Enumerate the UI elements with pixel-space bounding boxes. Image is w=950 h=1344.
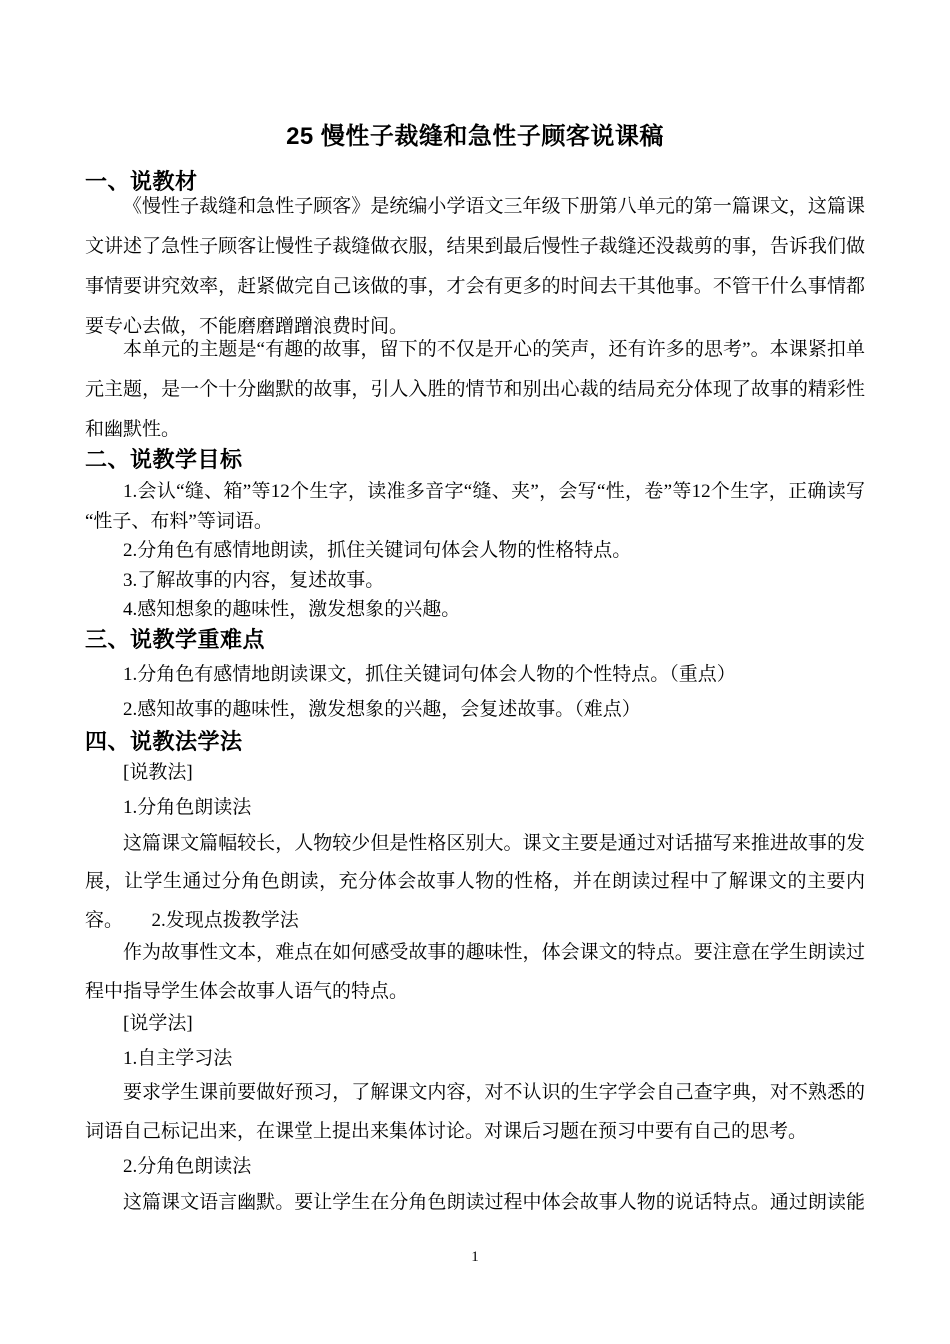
goal-item: 1.会认“缝、箱”等12个生字，读准多音字“缝、夹”，会写“性，卷”等12个生字，正确读写“性子、布料”等词语。 (85, 481, 865, 532)
section-4-heading: 四、说教法学法 (85, 728, 243, 754)
section-1-heading: 一、说教材 (85, 169, 198, 194)
method-paragraph: 作为故事性文本，难点在如何感受故事的趣味性，体会课文的特点。要注意在学生朗读过程中指导学生体会故事人语气的特点。 (85, 942, 865, 1002)
method-item-title: 2.分角色朗读法 (123, 1156, 252, 1177)
section-1-paragraph: 《慢性子裁缝和急性子顾客》是统编小学语文三年级下册第八单元的第一篇课文，这篇课文讲述了急性子顾客让慢性子裁缝做衣服，结果到最后慢性子裁缝还没裁剪的事，告诉我们做事情要讲究效率，赶紧做完自己该做的事，才会有更多的时间去干其他事。不管干什么事情都要专心去做，不能磨磨蹭蹭浪费时间。 (85, 196, 865, 337)
keypoint-item: 1.分角色有感情地朗读课文，抓住关键词句体会人物的个性特点。（重点） (123, 663, 736, 685)
key-points-list (85, 657, 865, 727)
method-item-title: 1.分角色朗读法 (123, 796, 252, 818)
method-label-teaching: [说教法] (123, 761, 193, 783)
method-paragraph: 这篇课文语言幽默。要让学生在分角色朗读过程中体会故事人物的说话特点。通过朗读能 (123, 1192, 865, 1213)
method-paragraph: 这篇课文篇幅较长，人物较少但是性格区别大。课文主要是通过对话描写来推进故事的发展，让学生通过分角色朗读，充分体会故事人物的性格，并在朗读过程中了解课文的主要内容。 2.发现点拨教学法 (85, 832, 865, 931)
goal-item: 3.了解故事的内容，复述故事。 (123, 569, 385, 591)
goal-item: 4.感知想象的趣味性，激发想象的兴趣。 (123, 599, 461, 620)
page-number: 1 (471, 1248, 479, 1265)
method-item-title: 1.自主学习法 (123, 1048, 233, 1069)
section-2-heading: 二、说教学目标 (85, 447, 243, 472)
section-1-paragraph: 本单元的主题是“有趣的故事，留下的不仅是开心的笑声，还有许多的思考”。本课紧扣单元主题，是一个十分幽默的故事，引人入胜的情节和别出心裁的结局充分体现了故事的精彩性和幽默性。 (85, 339, 865, 440)
keypoint-item: 2.感知故事的趣味性，激发想象的兴趣，会复述故事。（难点） (123, 698, 641, 720)
teaching-goals-list (85, 477, 865, 625)
document-title: 25 慢性子裁缝和急性子顾客说课稿 (286, 123, 664, 150)
section-3-heading: 三、说教学重难点 (85, 626, 266, 652)
methods-section (85, 755, 865, 1223)
goal-item: 2.分角色有感情地朗读，抓住关键词句体会人物的性格特点。 (123, 540, 632, 561)
method-paragraph: 要求学生课前要做好预习，了解课文内容，对不认识的生字学会自己查字典，对不熟悉的词语自己标记出来，在课堂上提出来集体讨论。对课后习题在预习中要有自己的思考。 (85, 1082, 865, 1142)
method-label-learning: [说学法] (123, 1013, 193, 1034)
